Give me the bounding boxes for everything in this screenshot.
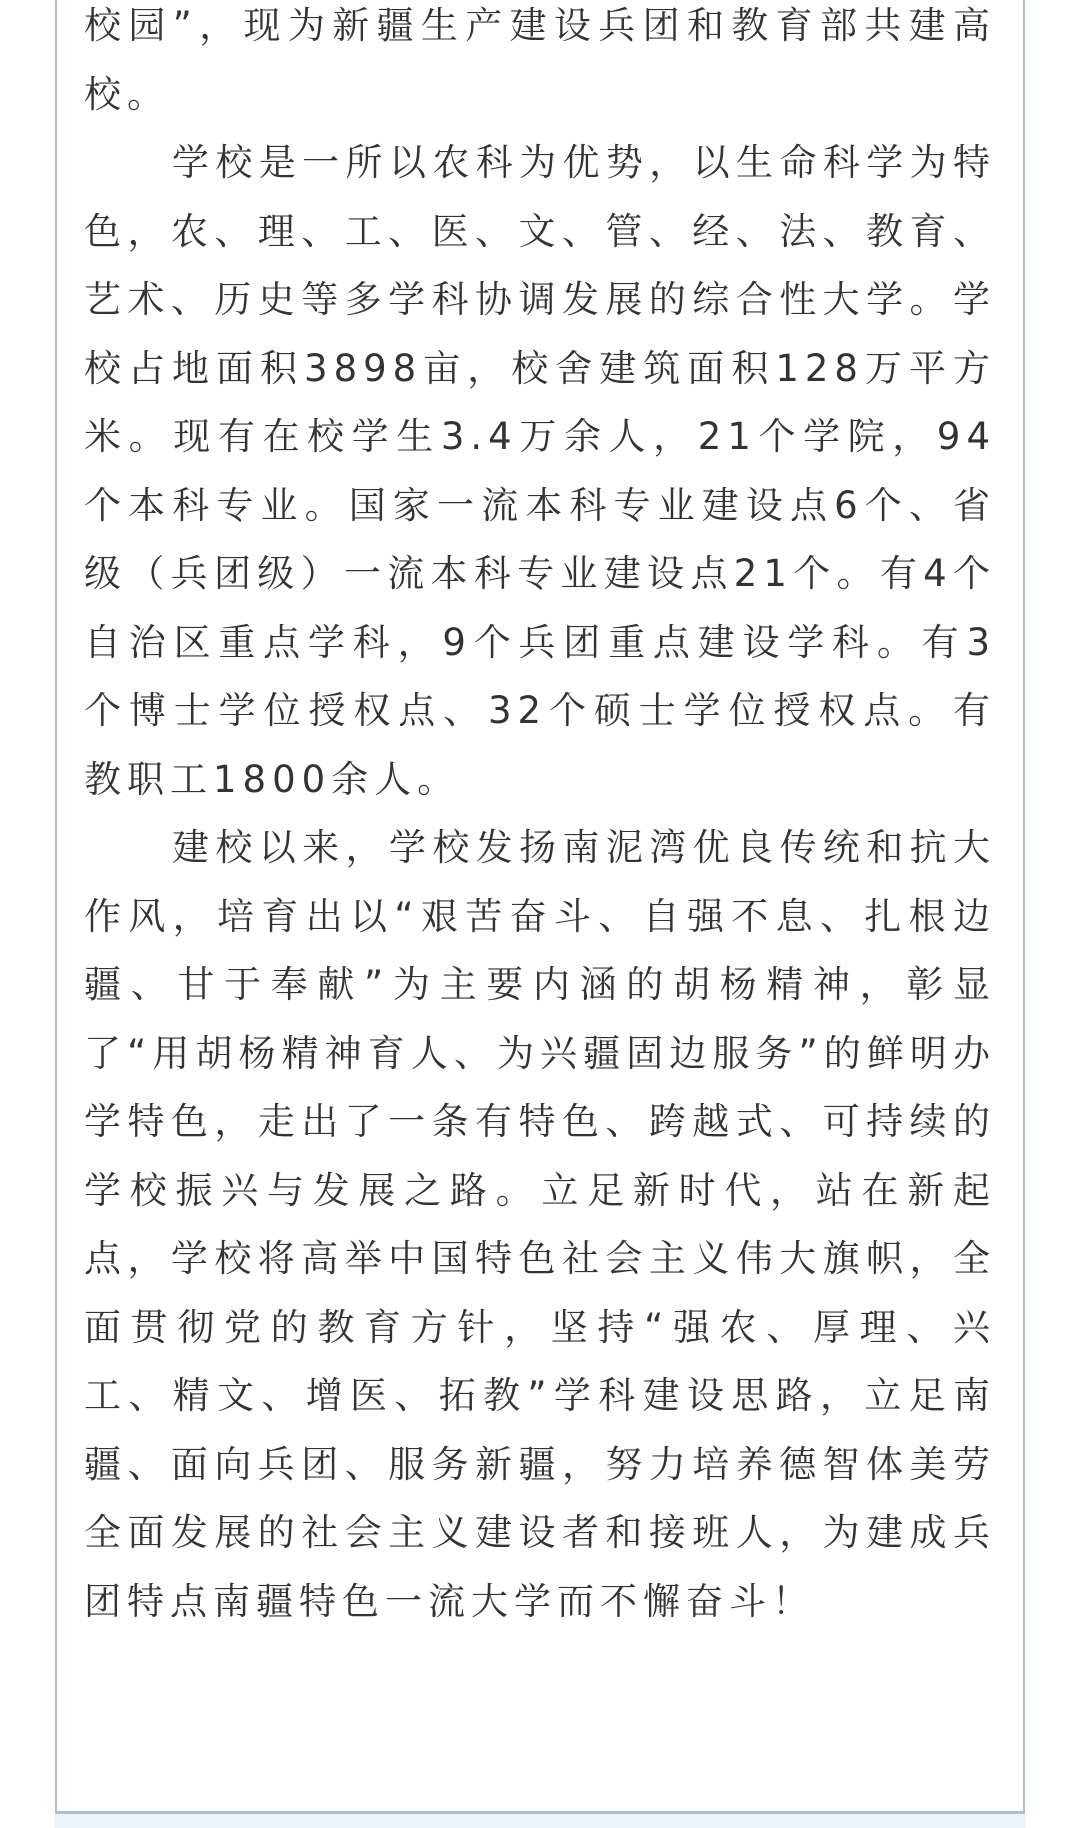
article-body <box>84 0 996 1636</box>
paragraph-school-profile: 学校是一所以农科为优势，以生命科学为特色，农、理、工、医、文、管、经、法、教育、艺术、历史等多学科协调发展的综合性大学。学校占地面积3898亩，校舍建筑面积128万平方米。现有在校学生3.4万余人，21个学院，94个本科专业。国家一流本科专业建设点6个、省级（兵团级）一流本科专业建设点21个。有4个自治区重点学科，9个兵团重点建设学科。有3个博士学位授权点、32个硕士学位授权点。有教职工1800余人。 <box>84 141 996 801</box>
paragraph-school-history: 建校以来，学校发扬南泥湾优良传统和抗大作风，培育出以“艰苦奋斗、自强不息、扎根边疆、甘于奉献”为主要内涵的胡杨精神，彰显了“用胡杨精神育人、为兴疆固边服务”的鲜明办学特色，走出了一条有特色、跨越式、可持续的学校振兴与发展之路。立足新时代，站在新起点，学校将高举中国特色社会主义伟大旗帜，全面贯彻党的教育方针，坚持“强农、厚理、兴工、精文、增医、拓教”学科建设思路，立足南疆、面向兵团、服务新疆，努力培养德智体美劳全面发展的社会主义建设者和接班人，为建成兵团特点南疆特色一流大学而不懈奋斗！ <box>84 826 996 1623</box>
paragraph-intro-tail: 校园”，现为新疆生产建设兵团和教育部共建高校。 <box>84 4 996 116</box>
card-bottom-band <box>55 1814 1025 1828</box>
